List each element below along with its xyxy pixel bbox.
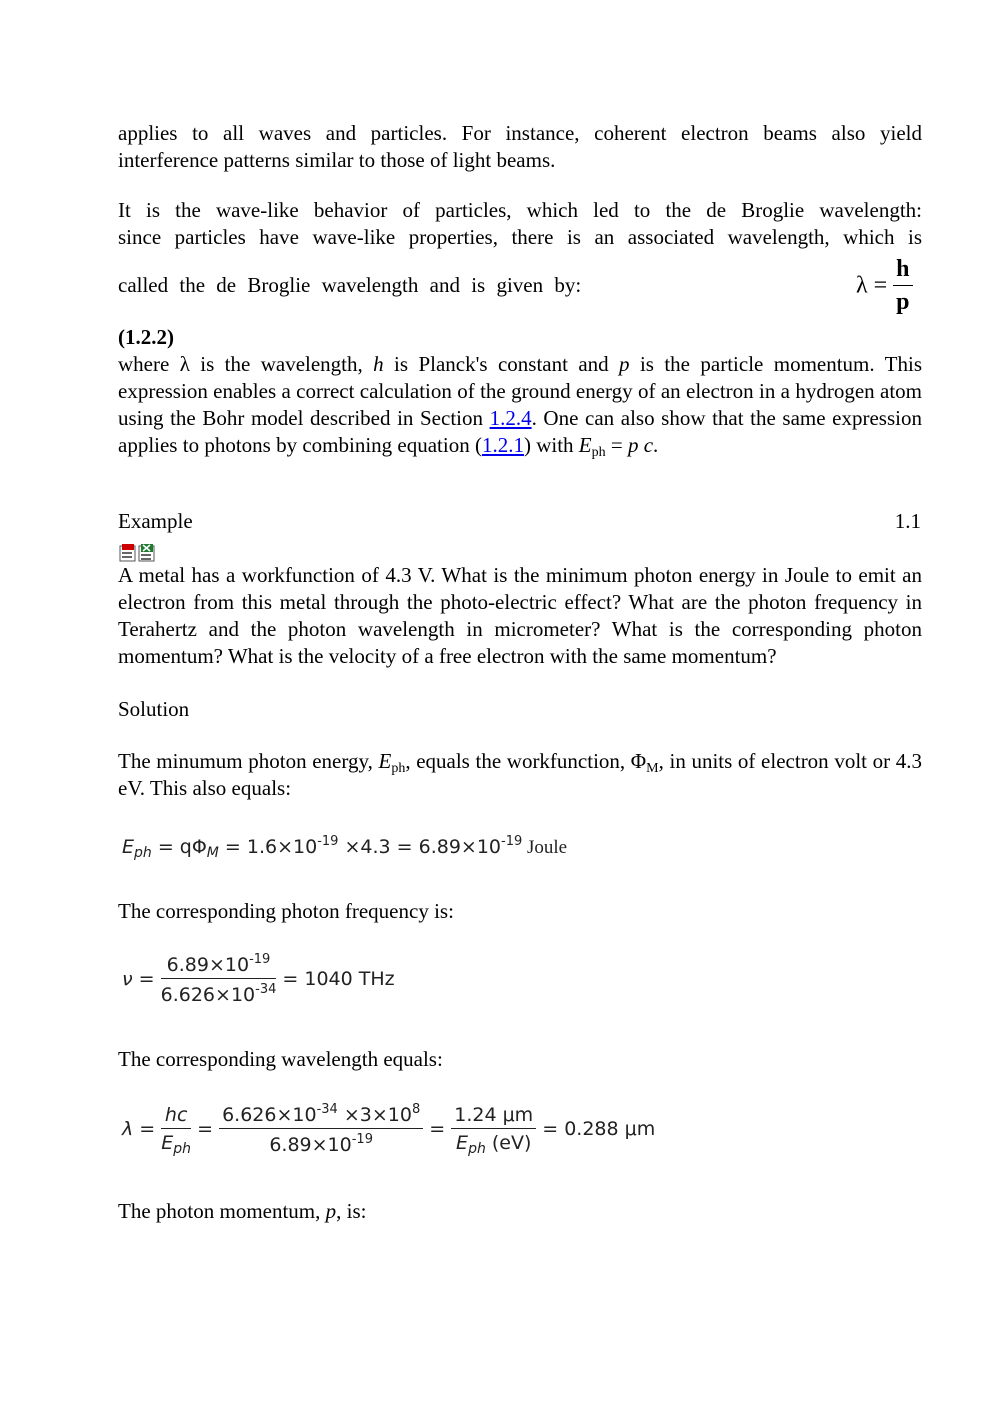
math-text: = 1.6×10 (218, 836, 318, 858)
paragraph-line: applies to all waves and particles. For instance, coherent electron beams also yield (118, 121, 922, 145)
paragraph (118, 351, 922, 459)
symbol-E: E (578, 433, 592, 457)
exponent: -34 (255, 982, 277, 997)
math-text: ν = (122, 968, 155, 990)
text: where λ is the wavelength, (118, 352, 374, 376)
paragraph-line: The corresponding wavelength equals: (118, 1047, 443, 1071)
section-link[interactable]: 1.2.4 (489, 406, 532, 430)
example-label: Example (118, 509, 193, 533)
text: . (653, 433, 659, 457)
text: , is: (336, 1199, 367, 1223)
math-text: E (456, 1132, 469, 1154)
text: , equals the workfunction, Φ (405, 749, 647, 773)
subscript: M (646, 761, 659, 776)
math-text: 6.626×10 (160, 984, 256, 1006)
paragraph-line (118, 1198, 367, 1225)
math-text: hc (164, 1104, 188, 1126)
solution-paragraph (118, 748, 922, 802)
formula-numerator: h (893, 256, 912, 286)
math-text: E (122, 836, 135, 858)
math-text: Joule (522, 837, 568, 858)
exponent: -19 (317, 834, 339, 849)
text: The photon momentum, (118, 1199, 326, 1223)
text: is Planck's constant and (383, 352, 620, 376)
exponent: -19 (249, 952, 271, 967)
paragraph-line: since particles have wave-like properties, there is an associated wavelength, which is (118, 225, 922, 249)
example-file-icons[interactable] (119, 543, 159, 563)
text: . One can also show that the same expression applies to photons by combining equation ( (118, 406, 922, 457)
math-text: = qΦ (151, 836, 207, 858)
denominator (219, 1129, 423, 1156)
solution-label: Solution (118, 697, 190, 721)
wavelength-equation (122, 1102, 655, 1156)
symbol-p: p (325, 1199, 337, 1223)
math-text: E (161, 1132, 174, 1154)
paragraph-line: It is the wave-like behavior of particles, which led to the de Broglie wavelength: (118, 198, 922, 222)
frequency-equation (122, 952, 395, 1006)
subscript: M (206, 845, 219, 861)
math-text: ×4.3 = 6.89×10 (338, 836, 502, 858)
math-text: 6.89×10 (166, 954, 250, 976)
fraction (161, 952, 277, 1006)
text: The minumum photon energy, (118, 749, 379, 773)
text: is the particle momentum. This expression enables a correct calculation of the ground energy of an electron in a hydrogen atom using the Bohr model described in Section (118, 352, 922, 430)
subscript: ph (468, 1141, 486, 1157)
paragraph-line: The corresponding photon frequency is: (118, 899, 454, 923)
debroglie-formula (856, 256, 913, 316)
example-problem: A metal has a workfunction of 4.3 V. What is the minimum photon energy in Joule to emit an electron from this metal through the photo-electric effect? What are the photon frequency in Terahertz and the photon wavelength in micrometer? What is the corresponding photon momentum? What is the velocity of a free electron with the same momentum? (118, 563, 922, 668)
symbol-p: p (619, 352, 630, 376)
equation-link[interactable]: 1.2.1 (481, 433, 524, 457)
paragraph-line: called the de Broglie wavelength and is given by: (118, 273, 582, 297)
formula-lhs: λ = (856, 272, 888, 299)
energy-equation (122, 834, 567, 859)
exponent: -19 (501, 834, 523, 849)
subscript: ph (391, 761, 406, 776)
math-text: 6.89×10 (269, 1134, 352, 1156)
example-number: 1.1 (894, 509, 921, 533)
symbol-pc: p c (627, 433, 654, 457)
subscript: ph (591, 445, 606, 460)
fraction (219, 1102, 423, 1156)
text: = (605, 433, 628, 457)
denominator (161, 1129, 192, 1157)
fraction (451, 1104, 536, 1157)
paragraph-line: interference patterns similar to those of light beams. (118, 148, 556, 172)
text: , in units of electron volt or 4.3 eV. This also equals: (118, 749, 922, 800)
symbol-E: E (378, 749, 392, 773)
exponent: 8 (411, 1102, 421, 1117)
numerator (161, 952, 277, 979)
math-text: = (197, 1118, 214, 1140)
numerator: 1.24 μm (451, 1104, 536, 1129)
text: ) with (523, 433, 579, 457)
pdf-excel-icon[interactable] (119, 543, 159, 563)
math-text: = (429, 1118, 446, 1140)
fraction (161, 1104, 192, 1157)
formula-denominator: p (896, 289, 910, 315)
math-text: ×3×10 (337, 1104, 412, 1126)
exponent: -19 (351, 1132, 373, 1147)
numerator (219, 1102, 423, 1129)
numerator (161, 1104, 191, 1129)
math-text: 6.626×10 (222, 1104, 317, 1126)
math-text: λ = (122, 1118, 156, 1140)
denominator (451, 1129, 536, 1157)
math-text: (eV) (485, 1132, 532, 1154)
subscript: ph (173, 1141, 192, 1157)
math-text: = 1040 THz (282, 968, 395, 990)
math-text: = 0.288 μm (542, 1118, 656, 1140)
exponent: -34 (316, 1102, 338, 1117)
symbol-h: h (373, 352, 384, 376)
equation-number: (1.2.2) (118, 325, 174, 349)
denominator (161, 979, 277, 1006)
subscript: ph (134, 845, 152, 861)
